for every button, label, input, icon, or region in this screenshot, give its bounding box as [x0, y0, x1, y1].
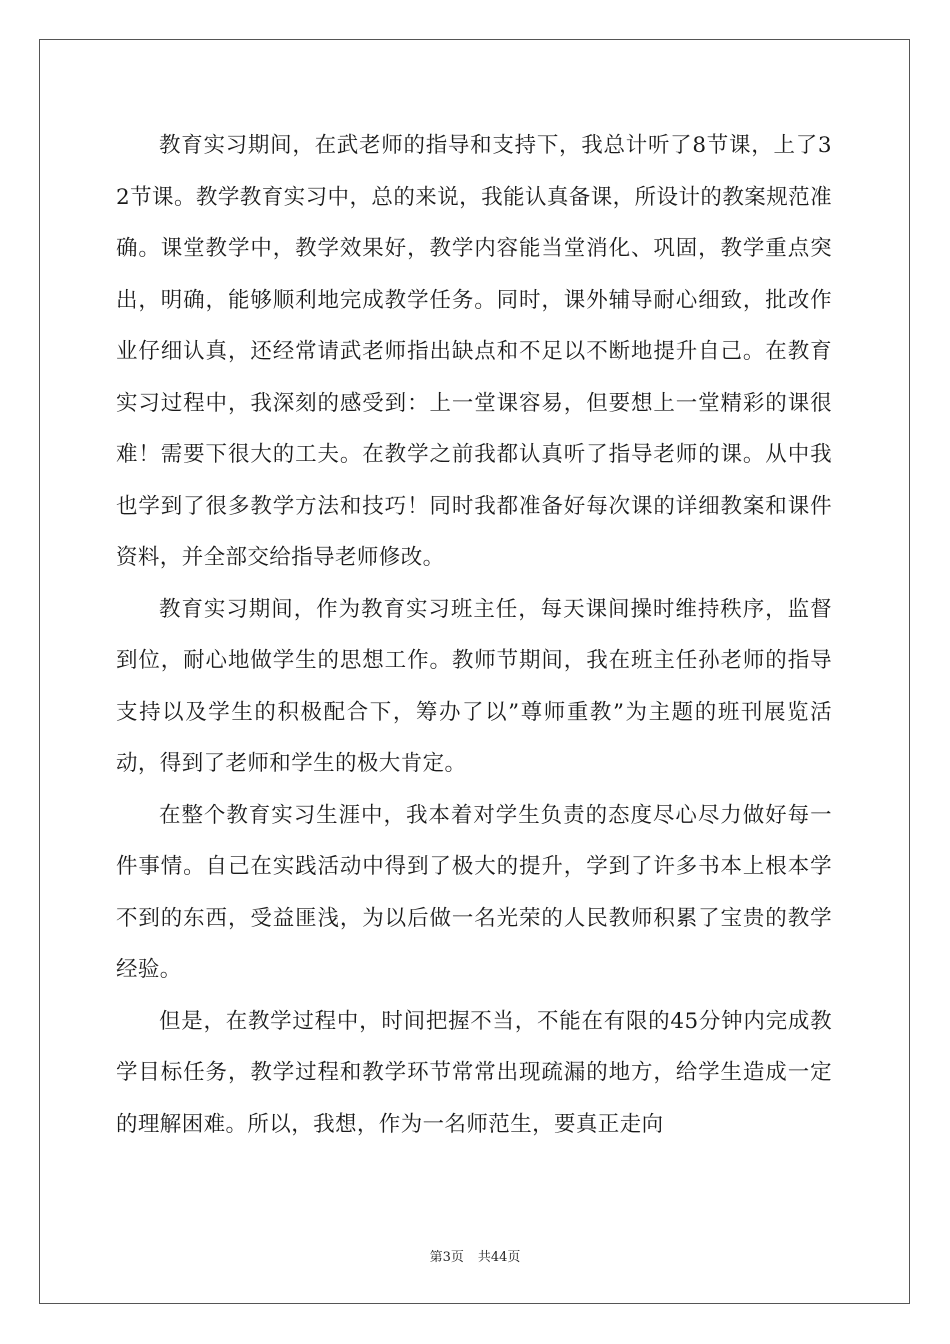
- page-total: 共44页: [477, 1250, 521, 1265]
- paragraph-1: 教育实习期间，在武老师的指导和支持下，我总计听了8节课，上了32节课。教学教育实习中，总的来说，我能认真备课，所设计的教案规范准确。课堂教学中，教学效果好，教学内容能当堂消化、巩固，教学重点突出，明确，能够顺利地完成教学任务。同时，课外辅导耐心细致，批改作业仔细认真，还经常请武老师指出缺点和不足以不断地提升自己。在教育实习过程中，我深刻的感受到：上一堂课容易，但要想上一堂精彩的课很难！需要下很大的工夫。在教学之前我都认真听了指导老师的课。从中我也学到了很多教学方法和技巧！同时我都准备好每次课的详细教案和课件资料，并全部交给指导老师修改。: [116, 133, 832, 570]
- paragraph-4: 但是，在教学过程中，时间把握不当，不能在有限的45分钟内完成教学目标任务，教学过程和教学环节常常出现疏漏的地方，给学生造成一定的理解困难。所以，我想，作为一名师范生，要真正走向: [116, 1008, 832, 1137]
- paragraph-3: 在整个教育实习生涯中，我本着对学生负责的态度尽心尽力做好每一件事情。自己在实践活动中得到了极大的提升，学到了许多书本上根本学不到的东西，受益匪浅，为以后做一名光荣的人民教师积累了宝贵的教学经验。: [116, 802, 832, 982]
- page-number: 第3页: [429, 1250, 464, 1265]
- page-footer: [0, 1246, 950, 1265]
- paragraph-2: 教育实习期间，作为教育实习班主任，每天课间操时维持秩序，监督到位，耐心地做学生的思想工作。教师节期间，我在班主任孙老师的指导支持以及学生的积极配合下，筹办了以”尊师重教”为主题的班刊展览活动，得到了老师和学生的极大肯定。: [116, 596, 832, 776]
- document-body: [116, 120, 832, 1150]
